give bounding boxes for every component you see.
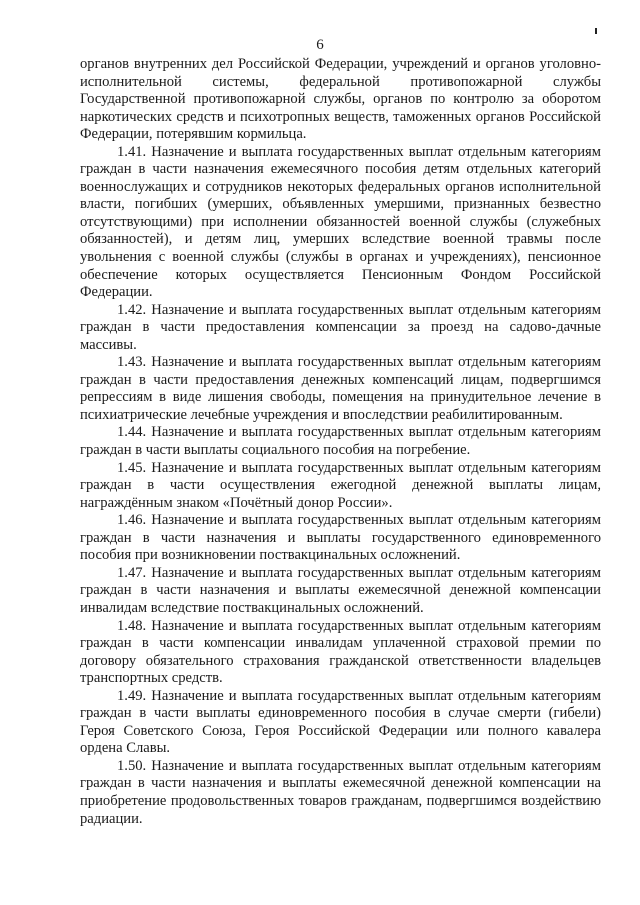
paragraph-1-49: 1.49. Назначение и выплата государственных выплат отдельным категориям граждан в части выплаты единовременного пособия в случае смерти (гибели) Героя Советского Союза, Героя Российской Федерации или полного кавалера ордена Славы.: [80, 687, 601, 757]
paragraph-1-41: 1.41. Назначение и выплата государственных выплат отдельным категориям граждан в части назначения ежемесячного пособия детям отдельных категорий военнослужащих и сотрудников некоторых федеральных органов исполнительной власти, погибших (умерших, объявленных умершими, признанных безвестно отсутствующими) при исполнении обязанностей военной службы (служебных обязанностей), и детям лиц, умерших вследствие военной травмы после увольнения с военной службы (службы в органах и учреждениях), пенсионное обеспечение которых осуществляется Пенсионным Фондом Российской Федерации.: [80, 143, 601, 301]
paragraph-1-50: 1.50. Назначение и выплата государственных выплат отдельным категориям граждан в части назначения и выплаты ежемесячной денежной компенсации на приобретение продовольственных товаров гражданам, подвергшимся воздействию радиации.: [80, 757, 601, 827]
paragraph-1-48: 1.48. Назначение и выплата государственных выплат отдельным категориям граждан в части компенсации инвалидам уплаченной страховой премии по договору обязательного страхования гражданской ответственности владельцев транспортных средств.: [80, 617, 601, 687]
paragraph-1-43: 1.43. Назначение и выплата государственных выплат отдельным категориям граждан в части предоставления денежных компенсаций лицам, подвергшимся репрессиям в виде лишения свободы, помещения на принудительное лечение в психиатрические лечебные учреждения и впоследствии реабилитированным.: [80, 354, 601, 423]
scan-mark: [595, 28, 597, 34]
paragraph-1-45: 1.45. Назначение и выплата государственных выплат отдельным категориям граждан в части осуществления ежегодной денежной выплаты лицам, награждённым знаком «Почётный донор России».: [80, 459, 601, 511]
paragraph-1-42: 1.42. Назначение и выплата государственных выплат отдельным категориям граждан в части предоставления компенсации за проезд на садово-дачные массивы.: [80, 301, 601, 353]
document-body: [80, 56, 601, 828]
paragraph-1-44: 1.44. Назначение и выплата государственных выплат отдельным категориям граждан в части выплаты социального пособия на погребение.: [80, 424, 601, 459]
paragraph-1-47: 1.47. Назначение и выплата государственных выплат отдельным категориям граждан в части назначения и выплаты ежемесячной денежной компенсации инвалидам вследствие поствакцинальных осложнений.: [80, 564, 601, 616]
paragraph-1-46: 1.46. Назначение и выплата государственных выплат отдельным категориям граждан в части назначения и выплаты государственного единовременного пособия при возникновении поствакцинальных осложнений.: [80, 512, 601, 564]
paragraph-continuation: органов внутренних дел Российской Федерации, учреждений и органов уголовно-исполнительной системы, федеральной противопожарной службы Государственной противопожарной службы, органов по контролю за оборотом наркотических средств и психотропных веществ, таможенных органов Российской Федерации, потерявшим кормильца.: [80, 56, 601, 143]
page-number: 6: [316, 37, 324, 53]
